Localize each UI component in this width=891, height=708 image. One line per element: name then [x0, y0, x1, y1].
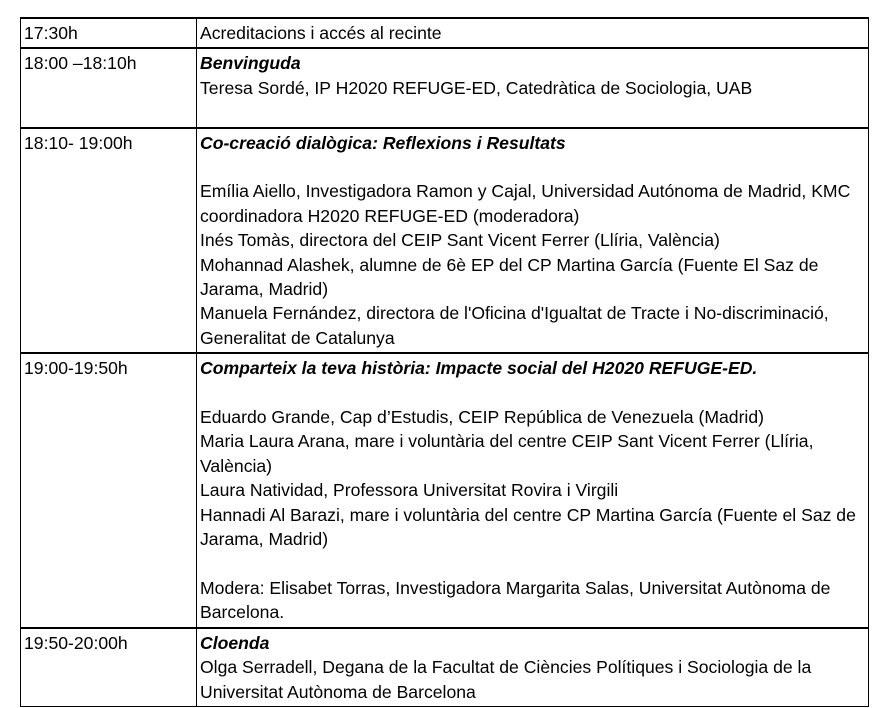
- moderator-line: Modera: Elisabet Torras, Investigadora Margarita Salas, Universitat Autònoma de Barcelona.: [200, 577, 831, 623]
- speaker-line: Inés Tomàs, directora del CEIP Sant Vicent Ferrer (Llíria, València): [200, 230, 720, 251]
- time-cell: 17:30h: [21, 18, 197, 48]
- speaker-line: Teresa Sordé, IP H2020 REFUGE-ED, Catedràtica de Sociologia, UAB: [200, 77, 753, 98]
- session-title: Comparteix la teva història: Impacte social del H2020 REFUGE-ED.: [200, 358, 758, 379]
- speaker-line: Hannadi Al Barazi, mare i voluntària del centre CP Martina García (Fuente el Saz de Jarama, Madrid): [200, 504, 856, 550]
- session-cell: [197, 48, 869, 127]
- speaker-line: Laura Natividad, Professora Universitat Rovira i Virgili: [200, 480, 619, 501]
- session-cell: [197, 628, 869, 707]
- session-line: Acreditacions i accés al recinte: [200, 23, 442, 43]
- agenda-row: [21, 628, 869, 707]
- session-cell: [197, 128, 869, 354]
- time-cell: 19:50-20:00h: [21, 628, 197, 707]
- speaker-line: Eduardo Grande, Cap d’Estudis, CEIP República de Venezuela (Madrid): [200, 407, 764, 428]
- agenda-table: [20, 17, 869, 707]
- time-cell: 18:10- 19:00h: [21, 128, 197, 354]
- time-cell: 19:00-19:50h: [21, 353, 197, 627]
- speaker-line: Olga Serradell, Degana de la Facultat de Ciències Polítiques i Sociologia de la Universitat Autònoma de Barcelona: [200, 657, 812, 702]
- agenda-row: [21, 353, 869, 627]
- speaker-line: Maria Laura Arana, mare i voluntària del centre CEIP Sant Vicent Ferrer (Llíria, València): [200, 431, 814, 476]
- session-cell: [197, 18, 869, 48]
- speaker-line: Mohannad Alashek, alumne de 6è EP del CP Martina García (Fuente El Saz de Jarama, Madrid): [200, 254, 819, 300]
- session-title: Benvinguda: [200, 53, 301, 74]
- session-title: Co-creació dialògica: Reflexions i Resultats: [200, 132, 566, 153]
- agenda-row: [21, 18, 869, 48]
- session-title: Cloenda: [200, 632, 270, 653]
- agenda-row: [21, 48, 869, 127]
- session-cell: [197, 353, 869, 627]
- time-cell: 18:00 –18:10h: [21, 48, 197, 127]
- speaker-line: Emília Aiello, Investigadora Ramon y Cajal, Universidad Autónoma de Madrid, KMC coordinadora H2020 REFUGE-ED (moderadora): [200, 181, 851, 226]
- speaker-line: Manuela Fernández, directora de l'Oficina d'Igualtat de Tracte i No-discriminació, Generalitat de Catalunya: [200, 303, 829, 348]
- agenda-row: [21, 128, 869, 354]
